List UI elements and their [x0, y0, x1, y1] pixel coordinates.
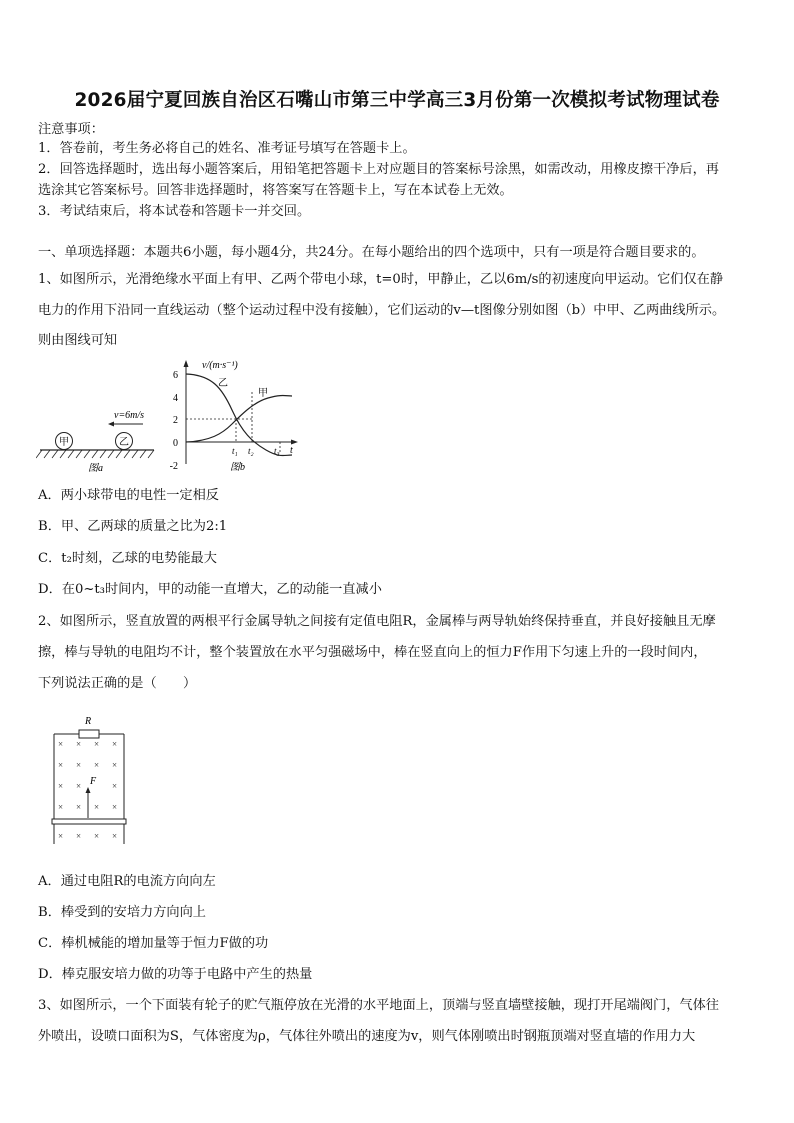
q1-option-a: A．两小球带电的电性一定相反	[38, 488, 219, 503]
y-tick-6: 6	[173, 370, 178, 381]
notes-heading: 注意事项：	[38, 122, 104, 137]
svg-text:×: ×	[112, 739, 118, 749]
svg-text:×: ×	[76, 739, 82, 749]
curve-yi-label: 乙	[218, 378, 228, 389]
svg-text:×: ×	[76, 781, 82, 791]
q2-line-3: 下列说法正确的是（ ）	[38, 676, 197, 691]
svg-text:×: ×	[58, 760, 64, 770]
x-axis-arrow	[291, 440, 298, 445]
q1-option-c: C．t₂时刻，乙球的电势能最大	[38, 551, 217, 566]
svg-text:×: ×	[112, 802, 118, 812]
svg-text:×: ×	[58, 831, 64, 841]
y-tick-2: 2	[173, 415, 178, 426]
q1-line-3: 则由图线可知	[38, 333, 118, 348]
note-item-2-cont: 选涂其它答案标号。回答非选择题时，将答案写在答题卡上，写在本试卷上无效。	[38, 183, 513, 198]
q2-option-a: A．通过电阻R的电流方向向左	[38, 874, 216, 889]
x-axis-label: t	[290, 445, 293, 456]
svg-text:×: ×	[112, 781, 118, 791]
q1-line-2: 电力的作用下沿同一直线运动（整个运动过程中没有接触），它们运动的v—t图像分别如图（b）中甲、乙两曲线所示。	[38, 303, 726, 318]
note-item-1: 1．答卷前，考生务必将自己的姓名、准考证号填写在答题卡上。	[38, 141, 416, 156]
q1-figure-a	[36, 398, 160, 474]
tick-t2: t₂	[248, 446, 254, 456]
q1-option-b: B．甲、乙两球的质量之比为2:1	[38, 519, 228, 534]
svg-text:×: ×	[112, 760, 118, 770]
metal-rod	[52, 819, 126, 824]
svg-text:×: ×	[112, 831, 118, 841]
velocity-label: v=6m/s	[114, 410, 145, 421]
note-item-3: 3．考试结束后，将本试卷和答题卡一并交回。	[38, 204, 311, 219]
q1-figure-b	[160, 352, 306, 476]
q2-line-1: 2、如图所示，竖直放置的两根平行金属导轨之间接有定值电阻R，金属棒与两导轨始终保持垂直，并良好接触且无摩	[38, 614, 716, 629]
q2-line-2: 擦，棒与导轨的电阻均不计，整个装置放在水平匀强磁场中，棒在竖直向上的恒力F作用下匀速上升的一段时间内，	[38, 645, 707, 660]
exam-title: 2026届宁夏回族自治区石嘴山市第三中学高三3月份第一次模拟考试物理试卷	[74, 90, 720, 111]
svg-text:×: ×	[76, 760, 82, 770]
ball-yi-label: 乙	[119, 437, 129, 448]
y-axis-arrow	[184, 360, 189, 367]
svg-text:×: ×	[58, 802, 64, 812]
q3-line-1: 3、如图所示，一个下面装有轮子的贮气瓶停放在光滑的水平地面上，顶端与竖直墙壁接触，现打开尾端阀门，气体往	[38, 998, 719, 1013]
y-tick-neg2: -2	[169, 461, 178, 472]
q2-option-d: D．棒克服安培力做的功等于电路中产生的热量	[38, 967, 313, 982]
force-label: F	[90, 776, 97, 787]
svg-text:×: ×	[94, 831, 100, 841]
y-axis-label: v/(m·s⁻¹)	[202, 360, 238, 371]
figure-b-caption: 图b	[230, 462, 245, 473]
force-arrowhead	[86, 787, 91, 793]
q1-option-d: D．在0~t₃时间内，甲的动能一直增大，乙的动能一直减小	[38, 582, 382, 597]
ground-hatching	[36, 450, 154, 458]
section-heading: 一、单项选择题：本题共6小题，每小题4分，共24分。在每小题给出的四个选项中，只有一项是符合题目要求的。	[38, 245, 705, 260]
svg-text:×: ×	[76, 831, 82, 841]
svg-text:×: ×	[76, 802, 82, 812]
figure-a-caption: 图a	[88, 463, 103, 474]
q3-line-2: 外喷出，设喷口面积为S，气体密度为ρ，气体往外喷出的速度为v，则气体刚喷出时钢瓶顶端对竖直墙的作用力大	[38, 1029, 696, 1044]
svg-text:×: ×	[94, 802, 100, 812]
curve-jia-label: 甲	[258, 388, 268, 399]
velocity-arrowhead	[108, 422, 114, 427]
tick-t1: t₁	[232, 446, 238, 456]
resistor-label: R	[84, 716, 92, 727]
svg-text:×: ×	[94, 739, 100, 749]
q1-line-1: 1、如图所示，光滑绝缘水平面上有甲、乙两个带电小球，t=0时，甲静止，乙以6m/s的初速度向甲运动。它们仅在静	[38, 272, 724, 287]
y-tick-4: 4	[173, 393, 178, 404]
y-tick-0: 0	[173, 438, 178, 449]
ball-jia-label: 甲	[59, 437, 69, 448]
curve-yi	[186, 374, 292, 456]
q2-option-c: C．棒机械能的增加量等于恒力F做的功	[38, 936, 269, 951]
tick-t3: t₃	[274, 446, 280, 456]
svg-text:×: ×	[58, 781, 64, 791]
svg-text:×: ×	[58, 739, 64, 749]
note-item-2: 2．回答选择题时，选出每小题答案后，用铅笔把答题卡上对应题目的答案标号涂黑，如需改动，用橡皮擦干净后，再	[38, 162, 719, 177]
resistor-r	[79, 730, 99, 738]
q2-figure	[50, 712, 130, 848]
q2-option-b: B．棒受到的安培力方向向上	[38, 905, 206, 920]
svg-text:×: ×	[94, 760, 100, 770]
